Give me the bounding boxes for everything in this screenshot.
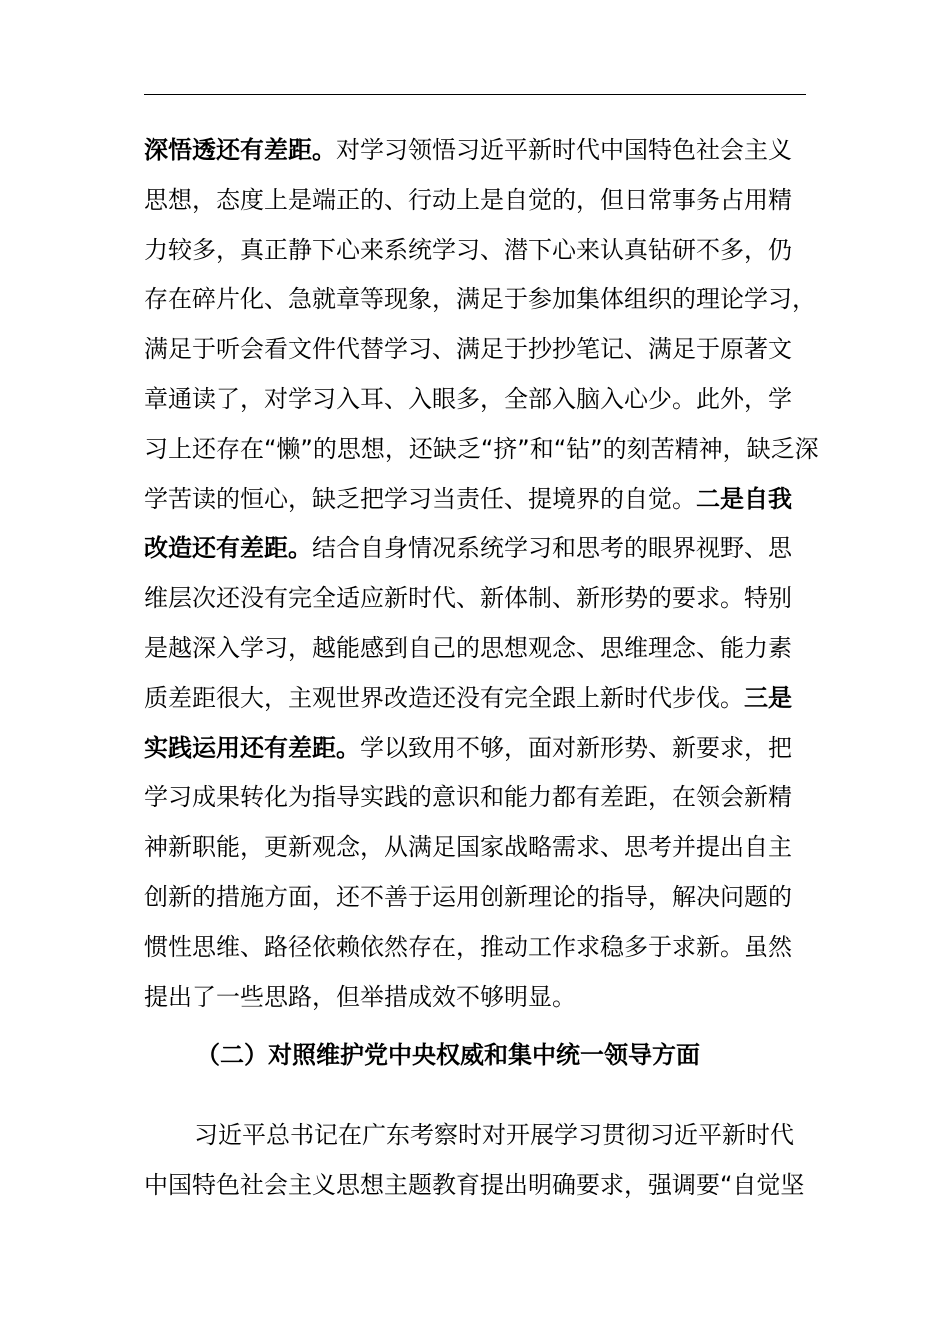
text-line [144,126,808,176]
line-text: 神新职能，更新观念，从满足国家战略需求、思考并提出自主 [144,833,792,862]
line-text: 思想，态度上是端正的、行动上是自觉的，但日常事务占用精 [144,185,792,214]
line-text: 维层次还没有完全适应新时代、新体制、新形势的要求。特别 [144,584,792,613]
text-line [144,823,808,873]
section-heading: （二）对照维护党中央权威和集中统一领导方面 [196,1041,700,1069]
text-line [144,873,808,923]
text-line [144,973,808,1023]
line-text: 学苦读的恒心，缺乏把学习当责任、提境界的自觉。 [144,484,696,513]
bold-lead: 二是自我 [696,484,792,513]
text-line [144,624,808,674]
text-line [144,923,808,973]
line-text: 力较多，真正静下心来系统学习、潜下心来认真钻研不多，仍 [144,235,792,264]
line-text: 习上还存在“懒”的思想，还缺乏“挤”和“钻”的刻苦精神，缺乏深 [144,434,819,463]
line-text: 存在碎片化、急就章等现象，满足于参加集体组织的理论学习， [144,285,816,314]
bold-lead: 改造还有差距。 [144,534,312,563]
line-text: 质差距很大，主观世界改造还没有完全跟上新时代步伐。 [144,683,744,712]
line-text: 是越深入学习，越能感到自己的思想观念、思维理念、能力素 [144,633,792,662]
header-rule [144,94,806,95]
bold-lead: 深悟透还有差距。 [144,136,336,164]
text-line: 习近平总书记在广东考察时对开展学习贯彻习近平新时代 [194,1121,794,1149]
text-line [144,574,808,624]
line-text: 满足于听会看文件代替学习、满足于抄抄笔记、满足于原著文 [144,335,792,364]
text-line [144,773,808,823]
line-text: 创新的措施方面，还不善于运用创新理论的指导，解决问题的 [144,882,792,911]
line-text: 提出了一些思路，但举措成效不够明显。 [144,982,576,1011]
bold-lead: 实践运用还有差距。 [144,733,360,762]
text-line [144,425,819,475]
line-text: 惯性思维、路径依赖依然存在，推动工作求稳多于求新。虽然 [144,932,792,961]
bold-lead: 三是 [744,683,792,712]
text-line: 中国特色社会主义思想主题教育提出明确要求，强调要“自觉坚 [144,1171,805,1199]
text-line [144,275,816,325]
text-line [144,475,808,525]
body-paragraph-2 [144,1110,808,1210]
text-line [144,375,808,425]
body-paragraph-1 [144,126,819,1022]
line-text: 学习成果转化为指导实践的意识和能力都有差距，在领会新精 [144,783,792,812]
line-text: 章通读了，对学习入耳、入眼多，全部入脑入心少。此外，学 [144,384,792,413]
line-text: 学以致用不够，面对新形势、新要求，把 [360,733,792,762]
text-line [144,724,808,774]
text-line [144,524,808,574]
text-line [144,226,808,276]
text-line [144,176,808,226]
line-text: 结合自身情况系统学习和思考的眼界视野、思 [312,534,792,563]
text-line [144,325,808,375]
line-text: 对学习领悟习近平新时代中国特色社会主义 [336,136,792,164]
text-line [144,674,808,724]
